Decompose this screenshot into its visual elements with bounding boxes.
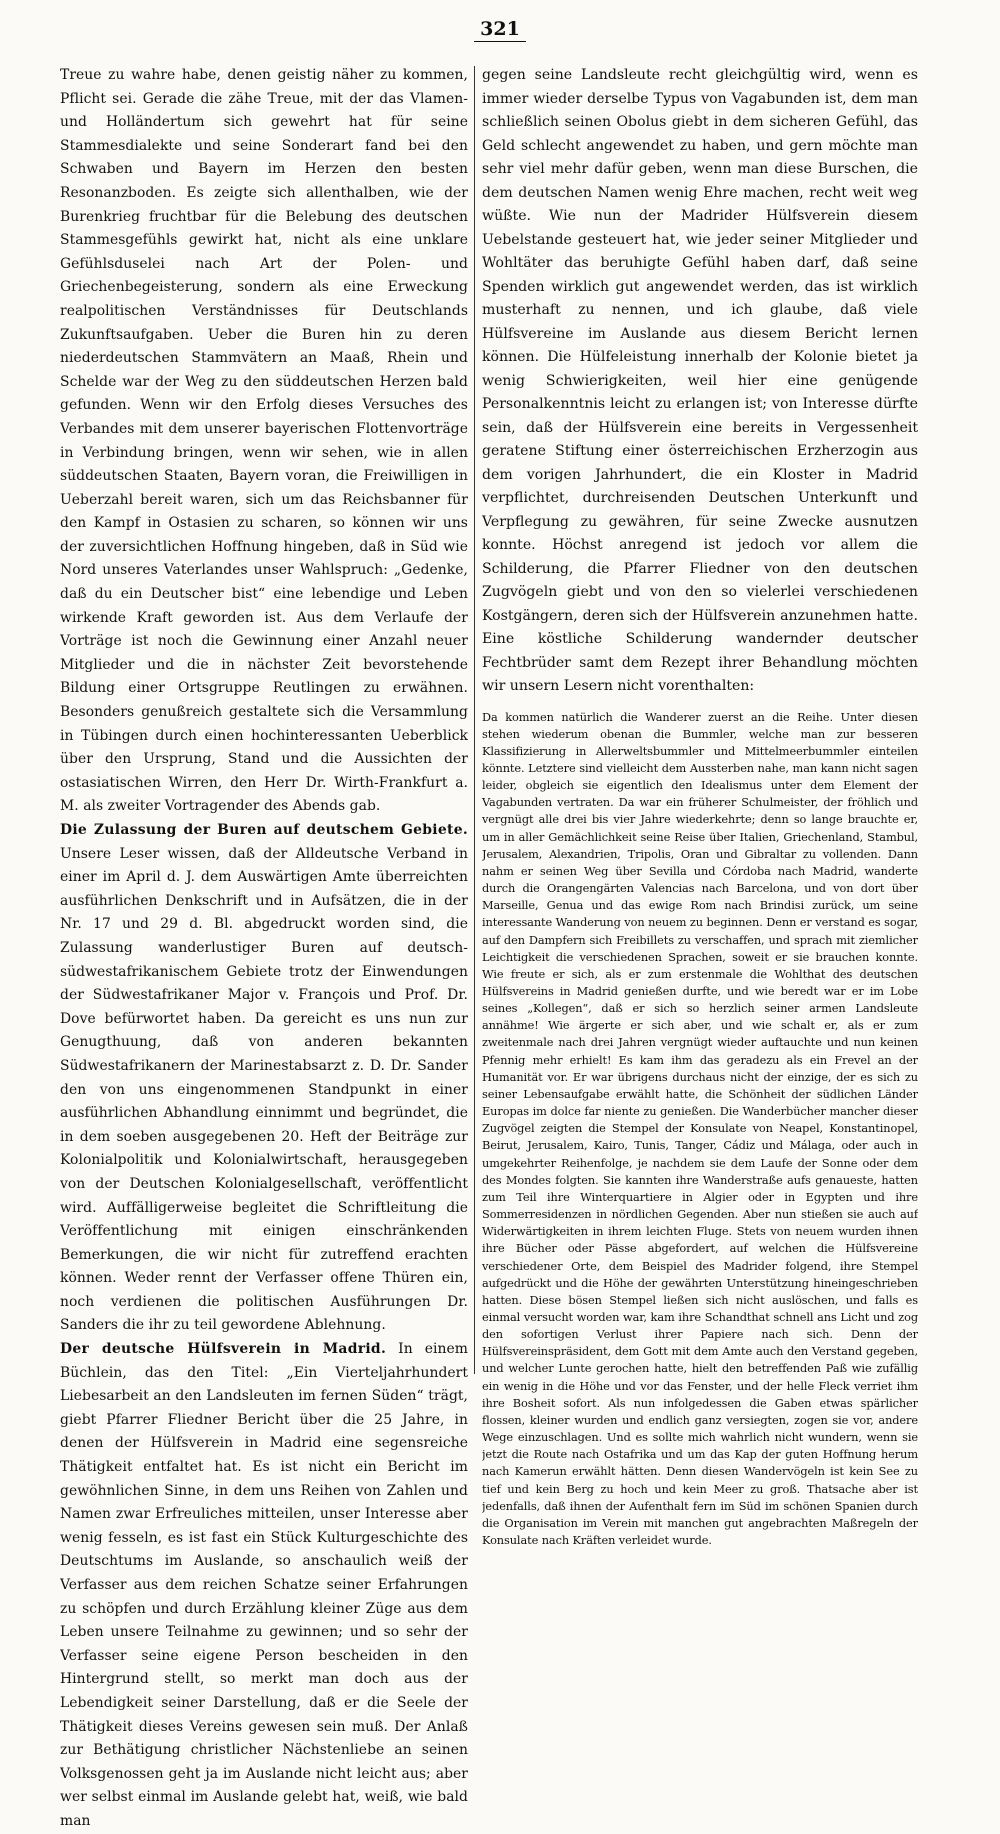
section-heading-buren: Die Zulassung der Buren auf deutschem Gebiete. [60,822,468,838]
section-text-madrid: In einem Büchlein, das den Titel: „Ein Vierteljahrhundert Liebesarbeit an den Landsleuten im fernen Süden“ trägt, giebt Pfarrer Fliedner Bericht über die 25 Jahre, in denen der Hülfsverein in Madrid eine segensreiche Thätigkeit entfaltet hat. Es ist nicht ein Bericht im gewöhnlichen Sinne, in dem uns Reihen von Zahlen und Namen zwar Erfreuliches mitteilen, unser Interesse aber wenig fesseln, es ist fast ein Stück Kulturgeschichte des Deutschtums im Auslande, so anschaulich weiß der Verfasser aus dem reichen Schatze seiner Erfahrungen zu schöpfen und durch Erzählung kleiner Züge aus dem Leben unsere Teilnahme zu gewinnen; und so sehr der Verfasser seine eigene Person bescheiden in den Hintergrund stellt, so merkt man doch aus der Lebendigkeit seiner Darstellung, daß er die Seele der Thätigkeit dieses Vereins gewesen sein muß. Der Anlaß zur Bethätigung christlicher Nächstenliebe an seinen Volksgenossen geht ja im Auslande nicht leicht aus; aber wer selbst einmal im Auslande gelebt hat, weiß, wie bald man [60,1341,468,1829]
right-paragraph-1: gegen seine Landsleute recht gleichgültig wird, wenn es immer wieder derselbe Typus von Vagabunden ist, dem man schließlich seinen Obolus giebt in dem sicheren Gefühl, das Geld schlecht angewendet zu haben, und gern möchte man sehr viel mehr dafür geben, wenn man diese Burschen, die dem deutschen Namen wenig Ehre machen, recht weit weg wüßte. Wie nun der Madrider Hülfsverein diesem Uebelstande gesteuert hat, wie jeder seiner Mitglieder und Wohltäter das beruhigte Gefühl haben darf, daß seine Spenden wirklich gut angewendet werden, das ist wirklich musterhaft zu nennen, und ich glaube, daß viele Hülfsvereine im Auslande aus diesem Bericht lernen können. Die Hülfeleistung innerhalb der Kolonie bietet ja wenig Schwierigkeiten, weil hier eine genügende Personalkenntnis leicht zu erlangen ist; von Interesse dürfte sein, daß der Hülfsverein eine bereits in Vergessenheit geratene Stiftung einer österreichischen Erzherzogin aus dem vorigen Jahrhundert, die ein Kloster in Madrid verpflichtet, durchreisenden Deutschen Unterkunft und Verpflegung zu gewähren, für seine Zwecke ausnutzen konnte. Höchst anregend ist jedoch vor allem die Schilderung, die Pfarrer Fliedner von den deutschen Zugvögeln giebt und von den so vielerlei verschiedenen Kostgängern, deren sich der Hülfsverein anzunehmen hatte. Eine köstliche Schilderung wandernder deutscher Fechtbrüder samt dem Rezept ihrer Behandlung möchten wir unsern Lesern nicht vorenthalten: [482,67,918,694]
column-divider [474,66,475,1374]
quoted-excerpt: Da kommen natürlich die Wanderer zuerst an die Reihe. Unter diesen stehen wiederum obenan die Bummler, welche man zur besseren Klassifizierung in Allerweltsbummler und Mittelmeerbummler einteilen könnte. Letztere sind vielleicht dem Aussterben nahe, man kann nicht sagen leider, obgleich sie eigentlich den Idealismus unter dem Element der Vagabunden vertraten. Da war ein früherer Schulmeister, der fröhlich und vergnügt alle drei bis vier Jahre wiederkehrte; denn so lange brauchte er, um in aller Gemächlichkeit seine Reise über Italien, Griechenland, Stambul, Jerusalem, Alexandrien, Tripolis, Oran und Gibraltar zu vollenden. Dann nahm er seinen Weg über Sevilla und Córdoba nach Madrid, wanderte durch die Orangengärten Valencias nach Barcelona, und von dort über Marseille, Genua und das ewige Rom nach Brindisi zurück, um seine interessante Wanderung von neuem zu beginnen. Denn er verstand es sogar, auf den Dampfern sich Freibillets zu verschaffen, und sprach mit ziemlicher Leichtigkeit die verschiedenen Sprachen, soweit er sie brauchen konnte. Wie freute er sich, als er zum erstenmale die Wohlthat des deutschen Hülfsvereins in Madrid genießen durfte, und wie beredt war er im Lobe seines „Kollegen“, daß er sich so herzlich seiner armen Landsleute annähme! Wie ärgerte er sich aber, und wie schalt er, als er zum zweitenmale nach drei Jahren vergnügt wieder auftauchte und nun keinen Pfennig mehr erhielt! Es kam ihm das geradezu als ein Frevel an der Humanität vor. Er war übrigens durchaus nicht der einzige, der es sich zu seiner Lebensaufgabe erwählt hatte, die Schönheit der südlichen Länder Europas im dolce far niente zu genießen. Die Wanderbücher mancher dieser Zugvögel zeigten die Stempel der Konsulate von Neapel, Konstantinopel, Beirut, Jerusalem, Kairo, Tunis, Tanger, Cádiz und Málaga, oder auch in umgekehrter Reihenfolge, je nachdem sie dem Laufe der Sonne oder dem des Mondes folgten. Sie kannten ihre Wanderstraße aufs genaueste, hatten zum Teil ihre Winterquartiere in Algier oder in Egypten und ihre Sommerresidenzen in nördlichen Gegenden. Aber nun stießen sie auch auf Widerwärtigkeiten in ihrem leichten Fluge. Stets von neuem wurden ihnen ihre Bücher oder Pässe abgefordert, auf welchen die Hülfsvereine verschiedener Orte, dem Beispiel des Madrider folgend, ihre Stempel aufgedrückt und die Höhe der gewährten Unterstützung hineingeschrieben hatten. Diese bösen Stempel ließen sich nicht auslöschen, und falls es einmal versucht worden war, kam ihre Schandthat schnell ans Licht und zog den sofortigen Verlust ihrer Papiere nach sich. Denn der Hülfsvereinspräsident, dem Gott mit dem Amte auch den Verstand gegeben, und welcher Lunte gerochen hatte, hielt den betreffenden Paß wie zufällig ein wenig in die Höhe und vor das Fenster, und der helle Fleck verriet ihm ihre Bosheit sofort. Als nun infolgedessen die Gaben etwas spärlicher flossen, kleiner wurden und endlich ganz versiegten, zogen sie vor, andere Wege einzuschlagen. Und es sollte mich wahrlich nicht wundern, wenn sie jetzt die Route nach Ostafrika und um das Kap der guten Hoffnung herum nach Kamerun erwählt hätten. Denn diesen Wandervögeln ist kein See zu tief und kein Berg zu hoch und kein Meer zu groß. Thatsache aber ist jedenfalls, daß ihnen der Aufenthalt fern im Süd im schönen Spanien durch die Organisation im Verein mit manchen gut angebrachten Maßregeln der Konsulate nach Kräften verleidet wurde. [482,709,918,1547]
left-paragraph-3 [60,1338,468,1833]
left-column [60,64,468,1834]
section-heading-madrid: Der deutsche Hülfsverein in Madrid. [60,1341,387,1358]
page-number: 321 [0,18,1000,40]
right-column [482,64,918,1549]
left-paragraph-2 [60,819,468,1338]
left-paragraph-1: Treue zu wahre habe, denen geistig näher zu kommen, Pflicht sei. Gerade die zähe Treue, mit der das Vlamen- und Holländertum sich gewehrt hat für seine Stammesdialekte und seine Sonderart fand bei den Schwaben und Bayern im Herzen den besten Resonanzboden. Es zeigte sich allenthalben, wie der Burenkrieg fruchtbar für die Belebung des deutschen Stammesgefühls gewirkt hat, nicht als eine unklare Gefühlsduselei nach Art der Polen- und Griechenbegeisterung, sondern als eine Erweckung realpolitischen Verständnisses für Deutschlands Zukunftsaufgaben. Ueber die Buren hin zu deren niederdeutschen Stammvätern an Maaß, Rhein und Schelde war der Weg zu den süddeutschen Herzen bald gefunden. Wenn wir den Erfolg dieses Versuches des Verbandes mit dem unserer bayerischen Flottenvorträge in Verbindung bringen, wenn wir sehen, wie in allen süddeutschen Staaten, Bayern voran, die Freiwilligen in Ueberzahl bereit waren, sich um das Reichsbanner für den Kampf in Ostasien zu scharen, so können wir uns der zuversichtlichen Hoffnung hingeben, daß in Süd wie Nord unseres Vaterlandes unser Wahlspruch: „Gedenke, daß du ein Deutscher bist“ eine lebendige und Leben wirkende Kraft geworden ist. Aus dem Verlaufe der Vorträge ist noch die Gewinnung einer Anzahl neuer Mitglieder und die in nächster Zeit bevorstehende Bildung einer Ortsgruppe Reutlingen zu erwähnen. Besonders genußreich gestaltete sich die Versammlung in Tübingen durch einen hochinteressanten Ueberblick über den Ursprung, Stand und die Aussichten der ostasiatischen Wirren, den Herr Dr. Wirth-Frankfurt a. M. als zweiter Vortragender des Abends gab. [60,67,468,815]
section-text-buren: Unsere Leser wissen, daß der Alldeutsche Verband in einer im April d. J. dem Auswärtigen Amte überreichten ausführlichen Denkschrift und in Aufsätzen, die in der Nr. 17 und 29 d. Bl. abgedruckt worden sind, die Zulassung wanderlustiger Buren auf deutsch-südwestafrikanischem Gebiete trotz der Einwendungen der Südwestafrikaner Major v. François und Prof. Dr. Dove befürwortet haben. Da gereicht es uns nun zur Genugthuung, daß von anderen bekannten Südwestafrikanern der Marinestabsarzt z. D. Dr. Sander den von uns eingenommenen Standpunkt in einer ausführlichen Abhandlung einnimmt und begründet, die in dem soeben ausgegebenen 20. Heft der Beiträge zur Kolonialpolitik und Kolonialwirtschaft, herausgegeben von der Deutschen Kolonialgesellschaft, veröffentlicht wird. Auffälligerweise begleitet die Schriftleitung die Veröffentlichung mit einigen einschränkenden Bemerkungen, die wir nicht für zutreffend erachten können. Weder rennt der Verfasser offene Thüren ein, noch verdienen die politischen Ausführungen Dr. Sanders die ihr zu teil gewordene Ablehnung. [60,845,468,1334]
